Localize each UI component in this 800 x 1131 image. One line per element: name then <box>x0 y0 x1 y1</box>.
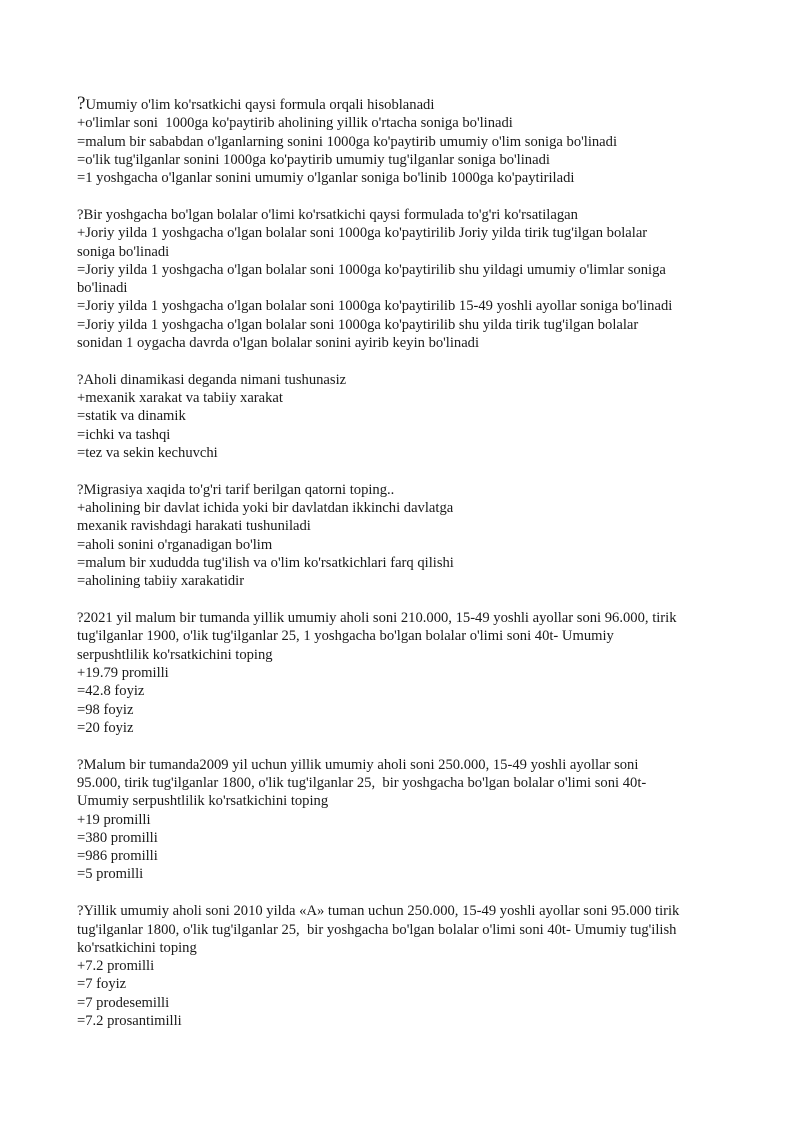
question-line: tug'ilganlar 1900, o'lik tug'ilganlar 25, 1 yoshgacha bo'lgan bolalar o'limi soni 40t- Umumiy <box>77 628 614 645</box>
answer-line: =98 foyiz <box>77 701 134 718</box>
answer-line: =statik va dinamik <box>77 408 186 425</box>
answer-line: =malum bir xududda tug'ilish va o'lim ko'rsatkichlari farq qilishi <box>77 555 454 572</box>
question-block-5 <box>77 609 747 737</box>
question-line: ?Bir yoshgacha bo'lgan bolalar o'limi ko'rsatkichi qaysi formulada to'g'ri ko'rsatilagan <box>77 206 578 223</box>
answer-line: +o'limlar soni 1000ga ko'paytirib aholining yillik o'rtacha soniga bo'linadi <box>77 115 513 132</box>
answer-line: +19.79 promilli <box>77 665 169 682</box>
answer-line: =42.8 foyiz <box>77 683 145 700</box>
answer-line: bo'linadi <box>77 280 128 297</box>
answer-line: =o'lik tug'ilganlar sonini 1000ga ko'paytirib umumiy tug'ilganlar soniga bo'linadi <box>77 151 550 168</box>
document-body <box>77 95 747 1049</box>
answer-line: =ichki va tashqi <box>77 426 171 443</box>
question-block-4 <box>77 481 747 591</box>
answer-line: =Joriy yilda 1 yoshgacha o'lgan bolalar soni 1000ga ko'paytirilib 15-49 yoshli ayollar soniga bo'linadi <box>77 298 673 315</box>
question-line: ko'rsatkichini toping <box>77 939 197 956</box>
question-line: Umumiy serpushtlilik ko'rsatkichini toping <box>77 793 329 810</box>
answer-line: =Joriy yilda 1 yoshgacha o'lgan bolalar soni 1000ga ko'paytirilib shu yildagi umumiy o'limlar soniga <box>77 261 666 278</box>
answer-line: soniga bo'linadi <box>77 243 170 260</box>
question-text: Umumiy o'lim ko'rsatkichi qaysi formula orqali hisoblanadi <box>85 97 435 113</box>
question-line: ?Yillik umumiy aholi soni 2010 yilda «A» tuman uchun 250.000, 15-49 yoshli ayollar soni 95.000 tirik <box>77 903 680 920</box>
answer-line: =380 promilli <box>77 829 158 846</box>
answer-line: =Joriy yilda 1 yoshgacha o'lgan bolalar soni 1000ga ko'paytirilib shu yilda tirik tug'ilgan bolalar <box>77 316 639 333</box>
question-mark: ? <box>77 93 86 114</box>
answer-line: +mexanik xarakat va tabiiy xarakat <box>77 390 283 407</box>
answer-line: mexanik ravishdagi harakati tushuniladi <box>77 518 311 535</box>
question-line: 95.000, tirik tug'ilganlar 1800, o'lik tug'ilganlar 25, bir yoshgacha bo'lgan bolalar o'limi soni 40t- <box>77 775 647 791</box>
answer-line: =5 promilli <box>77 866 144 883</box>
answer-line: =aholining tabiiy xarakatidir <box>77 573 245 590</box>
question-line <box>77 95 747 114</box>
question-block-7 <box>77 902 747 1030</box>
question-block-2 <box>77 206 747 352</box>
question-block-6 <box>77 756 747 884</box>
answer-line: sonidan 1 oygacha davrda o'lgan bolalar sonini ayirib keyin bo'linadi <box>77 335 480 352</box>
answer-line: =20 foyiz <box>77 719 134 736</box>
question-line: ?Malum bir tumanda2009 yil uchun yillik umumiy aholi soni 250.000, 15-49 yoshli ayollar soni <box>77 756 639 773</box>
question-line: ?Aholi dinamikasi deganda nimani tushunasiz <box>77 371 347 388</box>
answer-line: +aholining bir davlat ichida yoki bir davlatdan ikkinchi davlatga <box>77 500 454 517</box>
question-block-3 <box>77 371 747 462</box>
answer-line: =aholi sonini o'rganadigan bo'lim <box>77 536 273 553</box>
question-line: ?2021 yil malum bir tumanda yillik umumiy aholi soni 210.000, 15-49 yoshli ayollar soni 96.000, tirik <box>77 610 677 627</box>
answer-line: +7.2 promilli <box>77 958 155 975</box>
answer-line: =986 promilli <box>77 848 158 865</box>
question-line: ?Migrasiya xaqida to'g'ri tarif berilgan qatorni toping.. <box>77 481 395 498</box>
answer-line: +19 promilli <box>77 811 151 828</box>
answer-line: =7.2 prosantimilli <box>77 1013 182 1030</box>
answer-line: =7 foyiz <box>77 976 127 993</box>
answer-line: =tez va sekin kechuvchi <box>77 445 218 462</box>
answer-line: =1 yoshgacha o'lganlar sonini umumiy o'lganlar soniga bo'linib 1000ga ko'paytiriladi <box>77 170 575 187</box>
answer-line: =malum bir sababdan o'lganlarning sonini 1000ga ko'paytirib umumiy o'lim soniga bo'linadi <box>77 133 617 150</box>
question-block-1 <box>77 95 747 187</box>
answer-line: =7 prodesemilli <box>77 994 170 1011</box>
question-line: serpushtlilik ko'rsatkichini toping <box>77 646 273 663</box>
answer-line: +Joriy yilda 1 yoshgacha o'lgan bolalar soni 1000ga ko'paytirilib Joriy yilda tirik tug'ilgan bolalar <box>77 225 648 242</box>
question-line: tug'ilganlar 1800, o'lik tug'ilganlar 25, bir yoshgacha bo'lgan bolalar o'limi soni 40t- Umumiy tug'ilish <box>77 921 677 938</box>
